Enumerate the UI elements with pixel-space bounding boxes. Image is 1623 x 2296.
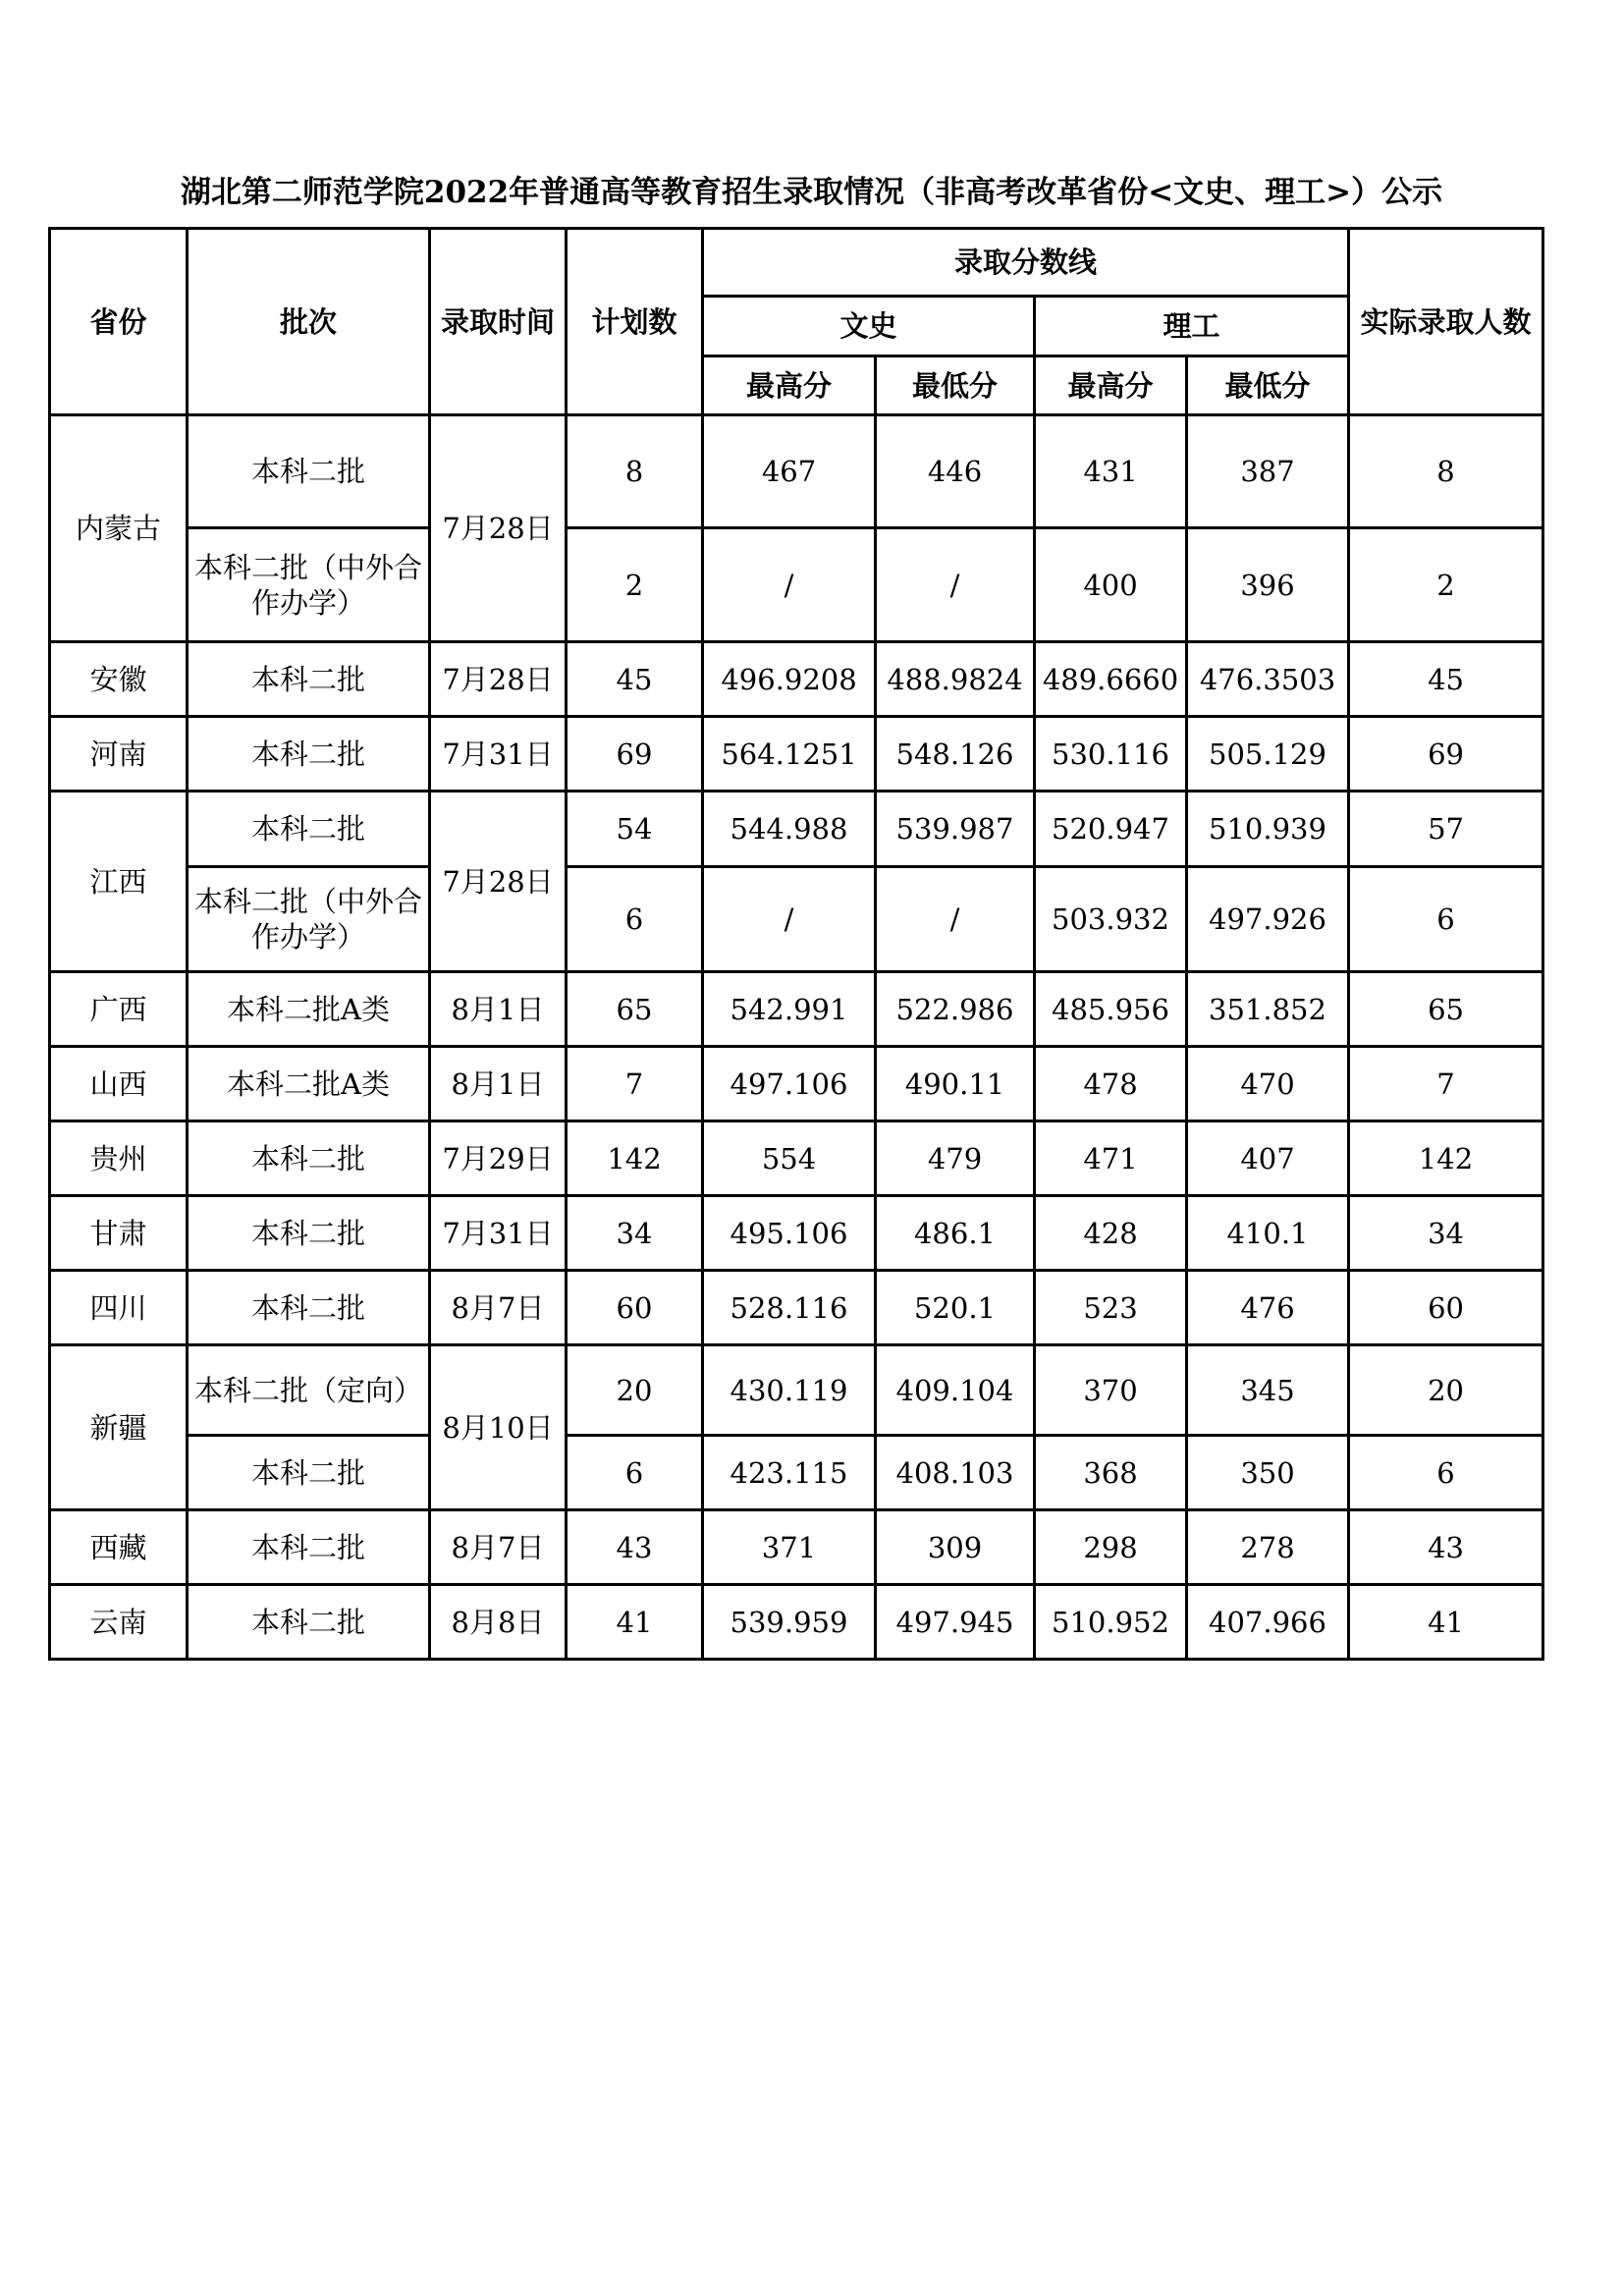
- cell-actual: 7: [1349, 1047, 1543, 1121]
- table-row: [50, 1121, 1543, 1196]
- cell-province: 四川: [50, 1271, 188, 1345]
- cell-batch: 本科二批A类: [188, 1047, 430, 1121]
- cell-province: 江西: [50, 792, 188, 972]
- cell-science-min: 410.1: [1187, 1196, 1349, 1271]
- cell-science-min: 350: [1187, 1436, 1349, 1510]
- cell-science-max: 503.932: [1035, 867, 1187, 972]
- cell-plan: 6: [567, 867, 703, 972]
- cell-science-min: 396: [1187, 528, 1349, 642]
- cell-actual: 60: [1349, 1271, 1543, 1345]
- header-admission-date: 录取时间: [430, 229, 567, 415]
- cell-arts-min: 497.945: [876, 1585, 1035, 1660]
- cell-batch: 本科二批: [188, 1510, 430, 1585]
- cell-province: 山西: [50, 1047, 188, 1121]
- cell-arts-max: 496.9208: [703, 642, 876, 717]
- cell-plan: 65: [567, 972, 703, 1047]
- cell-province: 新疆: [50, 1345, 188, 1510]
- cell-date: 7月29日: [430, 1121, 567, 1196]
- table-row: [50, 1047, 1543, 1121]
- cell-actual: 65: [1349, 972, 1543, 1047]
- cell-arts-min: /: [876, 528, 1035, 642]
- cell-actual: 6: [1349, 867, 1543, 972]
- cell-batch: 本科二批: [188, 717, 430, 792]
- table-row: [50, 1271, 1543, 1345]
- cell-province: 内蒙古: [50, 415, 188, 642]
- cell-province: 云南: [50, 1585, 188, 1660]
- cell-arts-min: 490.11: [876, 1047, 1035, 1121]
- cell-date: 7月31日: [430, 717, 567, 792]
- cell-science-min: 351.852: [1187, 972, 1349, 1047]
- cell-batch: 本科二批: [188, 792, 430, 867]
- header-plan: 计划数: [567, 229, 703, 415]
- table-row: [50, 528, 1543, 642]
- cell-science-min: 470: [1187, 1047, 1349, 1121]
- cell-science-max: 431: [1035, 415, 1187, 528]
- cell-actual: 2: [1349, 528, 1543, 642]
- cell-arts-max: 495.106: [703, 1196, 876, 1271]
- cell-actual: 57: [1349, 792, 1543, 867]
- table-row: [50, 415, 1543, 528]
- table-row: [50, 1436, 1543, 1510]
- cell-science-min: 278: [1187, 1510, 1349, 1585]
- table-row: [50, 867, 1543, 972]
- cell-date: 8月7日: [430, 1271, 567, 1345]
- cell-batch: 本科二批（中外合作办学）: [188, 867, 430, 972]
- cell-science-max: 368: [1035, 1436, 1187, 1510]
- cell-science-max: 471: [1035, 1121, 1187, 1196]
- cell-arts-max: 423.115: [703, 1436, 876, 1510]
- cell-arts-max: 554: [703, 1121, 876, 1196]
- table-row: [50, 1510, 1543, 1585]
- cell-arts-max: 542.991: [703, 972, 876, 1047]
- cell-arts-min: 446: [876, 415, 1035, 528]
- cell-actual: 8: [1349, 415, 1543, 528]
- cell-arts-min: 409.104: [876, 1345, 1035, 1436]
- cell-province: 贵州: [50, 1121, 188, 1196]
- header-science: 理工: [1035, 297, 1349, 356]
- cell-province: 河南: [50, 717, 188, 792]
- header-science-max: 最高分: [1035, 356, 1187, 415]
- cell-arts-min: 486.1: [876, 1196, 1035, 1271]
- cell-batch: 本科二批（中外合作办学）: [188, 528, 430, 642]
- cell-science-max: 523: [1035, 1271, 1187, 1345]
- cell-date: 7月28日: [430, 792, 567, 972]
- cell-science-max: 428: [1035, 1196, 1187, 1271]
- cell-arts-max: 467: [703, 415, 876, 528]
- cell-science-max: 298: [1035, 1510, 1187, 1585]
- cell-batch: 本科二批: [188, 415, 430, 528]
- cell-date: 8月7日: [430, 1510, 567, 1585]
- cell-batch: 本科二批: [188, 1121, 430, 1196]
- cell-actual: 142: [1349, 1121, 1543, 1196]
- cell-batch: 本科二批: [188, 1271, 430, 1345]
- cell-science-max: 489.6660: [1035, 642, 1187, 717]
- cell-arts-min: 309: [876, 1510, 1035, 1585]
- table-row: [50, 1585, 1543, 1660]
- cell-science-min: 476: [1187, 1271, 1349, 1345]
- cell-actual: 34: [1349, 1196, 1543, 1271]
- cell-date: 8月10日: [430, 1345, 567, 1510]
- header-batch: 批次: [188, 229, 430, 415]
- cell-science-max: 485.956: [1035, 972, 1187, 1047]
- cell-province: 广西: [50, 972, 188, 1047]
- cell-actual: 6: [1349, 1436, 1543, 1510]
- cell-plan: 2: [567, 528, 703, 642]
- cell-arts-max: /: [703, 867, 876, 972]
- cell-arts-min: /: [876, 867, 1035, 972]
- cell-batch: 本科二批A类: [188, 972, 430, 1047]
- cell-science-min: 476.3503: [1187, 642, 1349, 717]
- cell-science-min: 407.966: [1187, 1585, 1349, 1660]
- cell-science-max: 400: [1035, 528, 1187, 642]
- cell-science-min: 505.129: [1187, 717, 1349, 792]
- cell-date: 8月1日: [430, 1047, 567, 1121]
- cell-province: 甘肃: [50, 1196, 188, 1271]
- admission-table: [48, 227, 1544, 1661]
- cell-plan: 69: [567, 717, 703, 792]
- cell-plan: 7: [567, 1047, 703, 1121]
- cell-plan: 60: [567, 1271, 703, 1345]
- cell-arts-max: 430.119: [703, 1345, 876, 1436]
- cell-date: 7月28日: [430, 415, 567, 642]
- table-row: [50, 1196, 1543, 1271]
- cell-plan: 20: [567, 1345, 703, 1436]
- table-row: [50, 642, 1543, 717]
- cell-province: 安徽: [50, 642, 188, 717]
- page-title: 湖北第二师范学院2022年普通高等教育招生录取情况（非高考改革省份<文史、理工>）公示: [180, 175, 1443, 210]
- header-arts: 文史: [703, 297, 1035, 356]
- cell-plan: 34: [567, 1196, 703, 1271]
- cell-arts-max: 544.988: [703, 792, 876, 867]
- cell-arts-max: 497.106: [703, 1047, 876, 1121]
- cell-arts-min: 479: [876, 1121, 1035, 1196]
- cell-province: 西藏: [50, 1510, 188, 1585]
- cell-actual: 20: [1349, 1345, 1543, 1436]
- cell-arts-max: /: [703, 528, 876, 642]
- cell-actual: 43: [1349, 1510, 1543, 1585]
- cell-actual: 69: [1349, 717, 1543, 792]
- cell-batch: 本科二批: [188, 1196, 430, 1271]
- cell-date: 8月8日: [430, 1585, 567, 1660]
- cell-science-min: 510.939: [1187, 792, 1349, 867]
- cell-date: 7月28日: [430, 642, 567, 717]
- table-row: [50, 972, 1543, 1047]
- cell-plan: 45: [567, 642, 703, 717]
- cell-arts-max: 528.116: [703, 1271, 876, 1345]
- cell-science-max: 520.947: [1035, 792, 1187, 867]
- cell-science-min: 345: [1187, 1345, 1349, 1436]
- cell-date: 8月1日: [430, 972, 567, 1047]
- header-actual: 实际录取人数: [1349, 229, 1543, 415]
- cell-arts-max: 371: [703, 1510, 876, 1585]
- table-row: [50, 1345, 1543, 1436]
- header-score-line: 录取分数线: [703, 229, 1349, 297]
- cell-arts-min: 539.987: [876, 792, 1035, 867]
- cell-plan: 8: [567, 415, 703, 528]
- cell-plan: 43: [567, 1510, 703, 1585]
- header-science-min: 最低分: [1187, 356, 1349, 415]
- cell-batch: 本科二批: [188, 1585, 430, 1660]
- cell-arts-min: 548.126: [876, 717, 1035, 792]
- header-arts-max: 最高分: [703, 356, 876, 415]
- header-arts-min: 最低分: [876, 356, 1035, 415]
- cell-plan: 41: [567, 1585, 703, 1660]
- cell-plan: 142: [567, 1121, 703, 1196]
- cell-arts-min: 522.986: [876, 972, 1035, 1047]
- cell-science-max: 510.952: [1035, 1585, 1187, 1660]
- cell-batch: 本科二批: [188, 642, 430, 717]
- table-row: [50, 717, 1543, 792]
- cell-arts-min: 520.1: [876, 1271, 1035, 1345]
- header-province: 省份: [50, 229, 188, 415]
- cell-science-max: 370: [1035, 1345, 1187, 1436]
- cell-batch: 本科二批: [188, 1436, 430, 1510]
- cell-batch: 本科二批（定向）: [188, 1345, 430, 1436]
- cell-science-min: 497.926: [1187, 867, 1349, 972]
- cell-actual: 41: [1349, 1585, 1543, 1660]
- cell-science-max: 530.116: [1035, 717, 1187, 792]
- cell-arts-min: 408.103: [876, 1436, 1035, 1510]
- cell-date: 7月31日: [430, 1196, 567, 1271]
- cell-arts-max: 539.959: [703, 1585, 876, 1660]
- table-row: [50, 792, 1543, 867]
- cell-arts-min: 488.9824: [876, 642, 1035, 717]
- cell-plan: 6: [567, 1436, 703, 1510]
- cell-actual: 45: [1349, 642, 1543, 717]
- cell-science-min: 407: [1187, 1121, 1349, 1196]
- cell-arts-max: 564.1251: [703, 717, 876, 792]
- cell-science-max: 478: [1035, 1047, 1187, 1121]
- cell-science-min: 387: [1187, 415, 1349, 528]
- cell-plan: 54: [567, 792, 703, 867]
